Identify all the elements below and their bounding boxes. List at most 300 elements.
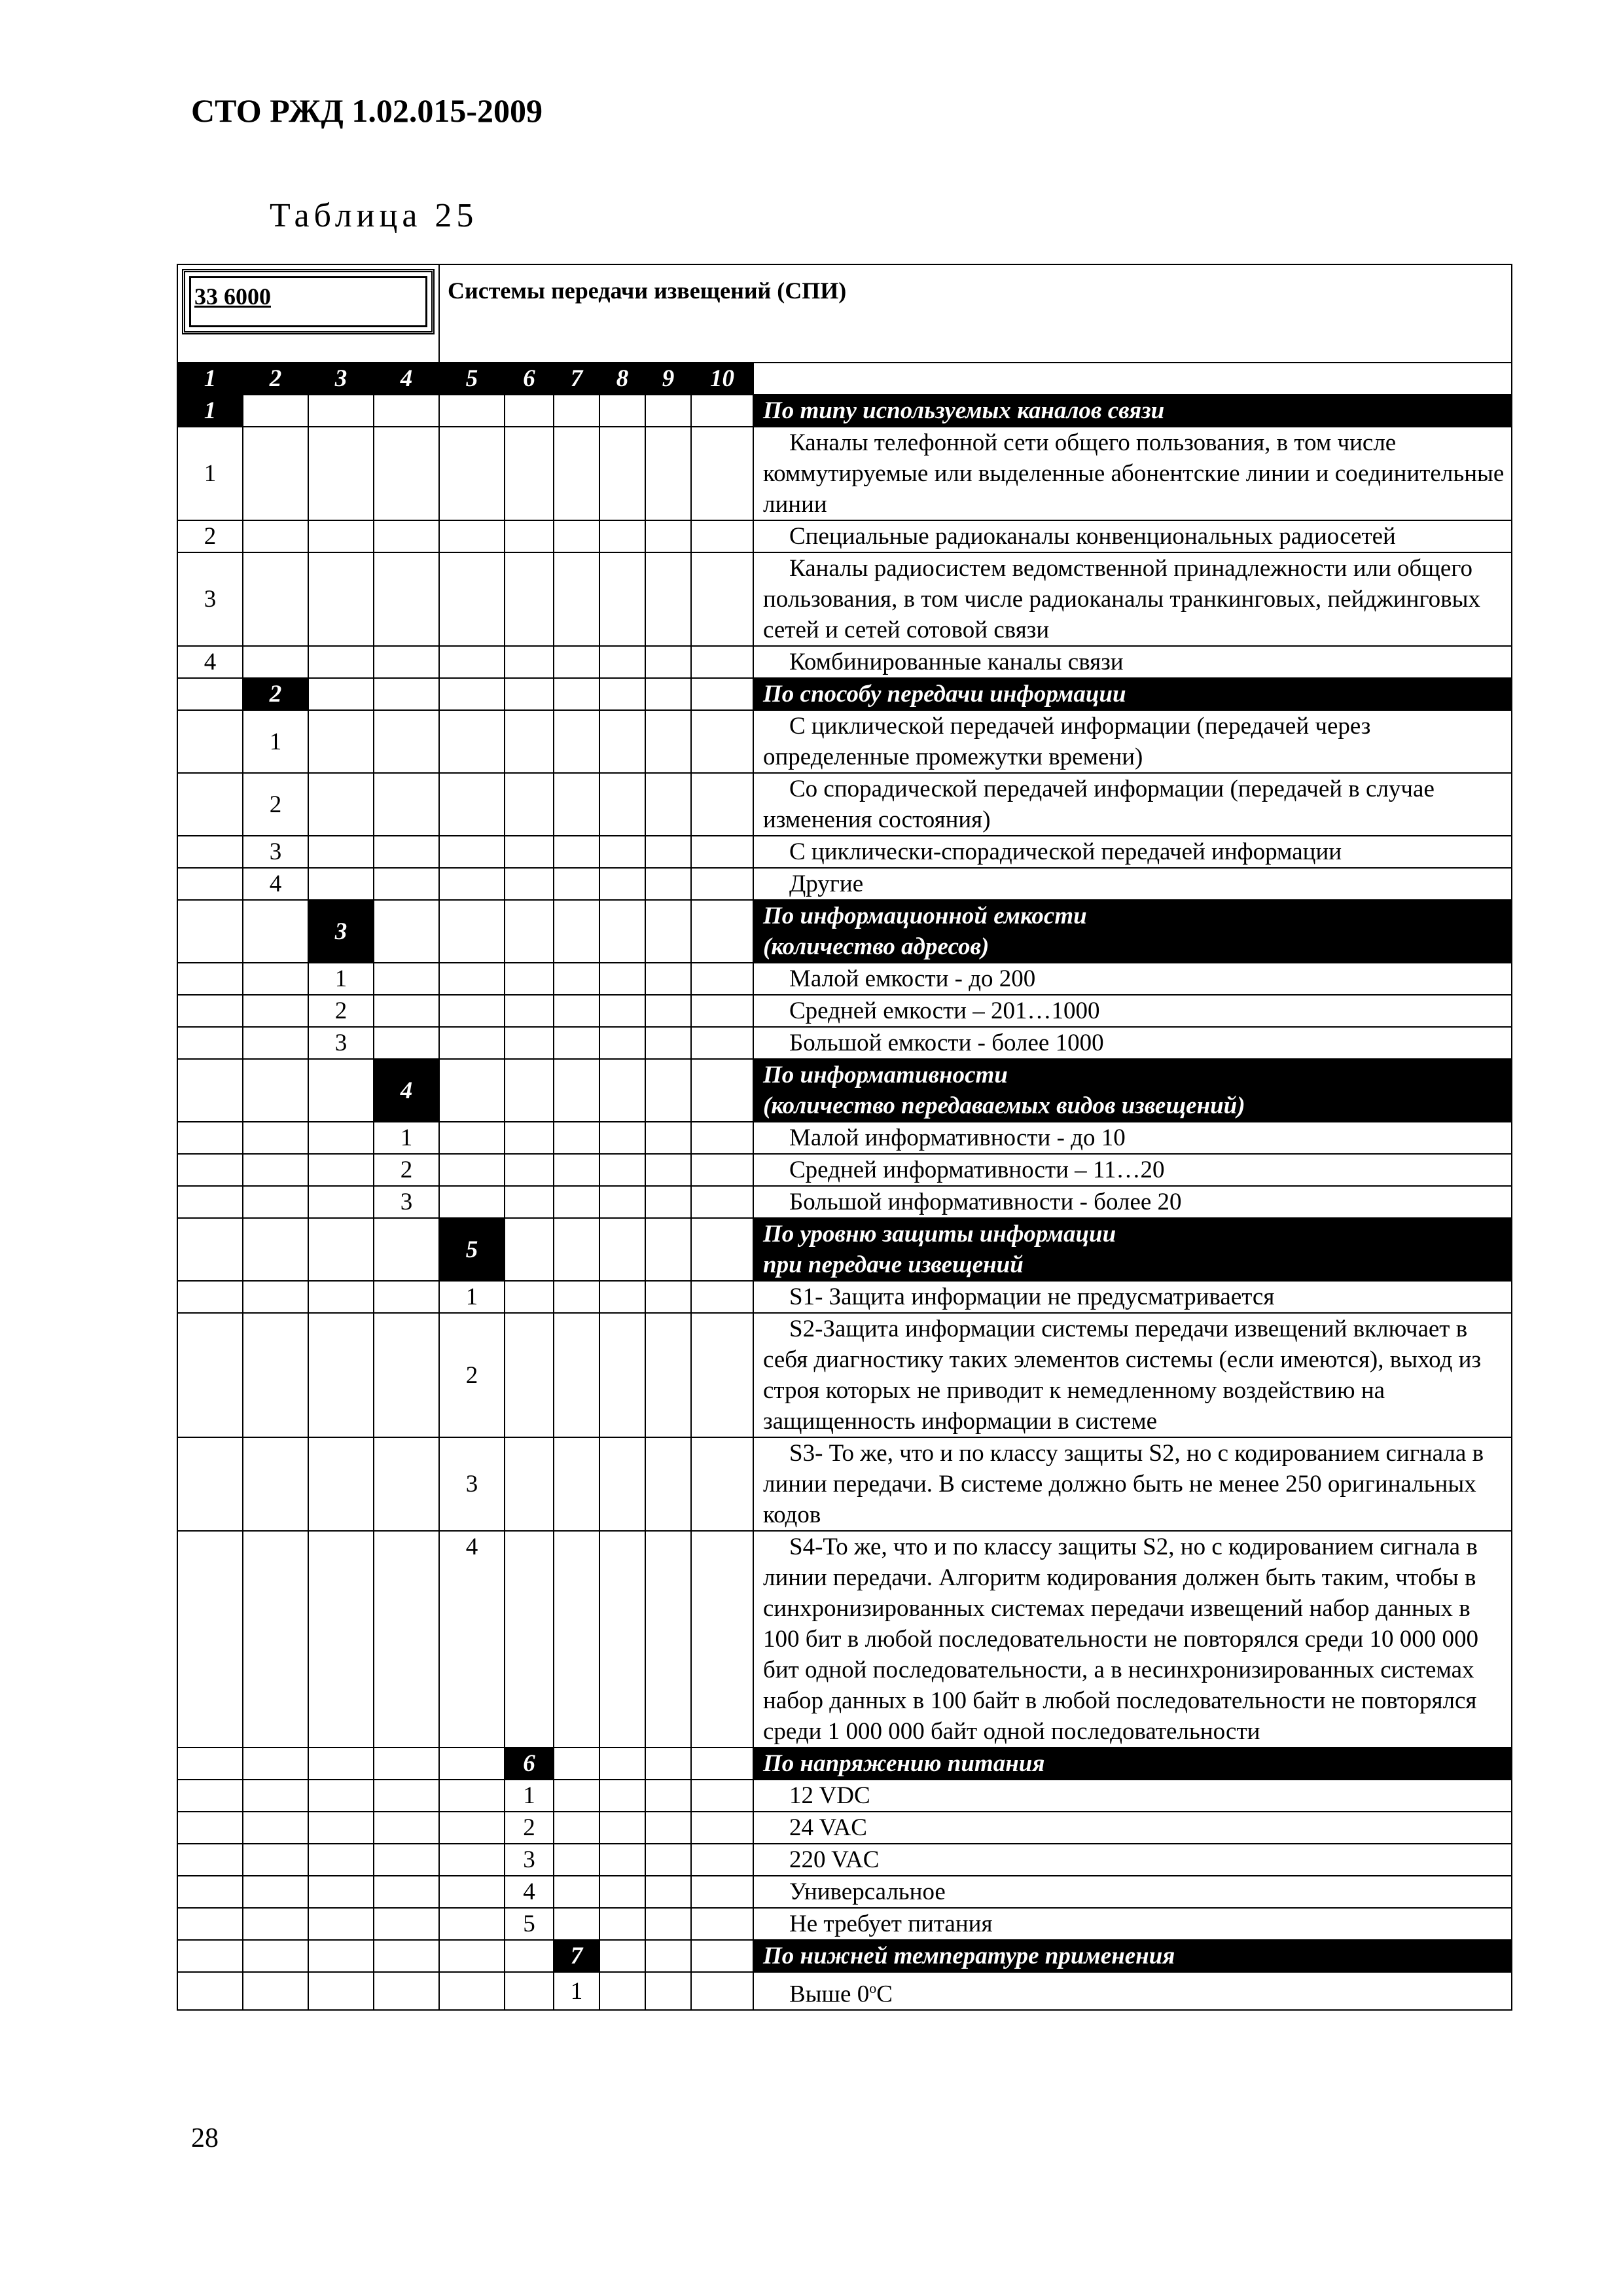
item-code: 1 [505,1780,554,1812]
empty-cell [645,1059,691,1122]
empty-cell [308,395,374,427]
empty-cell [599,1437,645,1531]
empty-cell [505,520,554,552]
item-row [177,963,1512,995]
empty-cell [243,552,308,646]
empty-cell [505,1972,554,2010]
empty-cell [645,1154,691,1186]
empty-cell [177,1972,243,2010]
description-line: По напряжению питания [763,1750,1045,1777]
item-code: 1 [308,963,374,995]
empty-cell [308,1281,374,1313]
empty-cell [505,868,554,900]
description-line: 24 VAC [789,1814,867,1841]
item-row [177,1027,1512,1059]
empty-cell [554,868,599,900]
empty-cell [308,1748,374,1780]
empty-cell [505,1940,554,1972]
item-description [753,1027,1512,1059]
empty-cell [691,1876,753,1908]
empty-cell [691,1780,753,1812]
item-row [177,868,1512,900]
item-description [753,552,1512,646]
section-code: 3 [308,900,374,963]
empty-cell [599,900,645,963]
empty-cell [554,995,599,1027]
empty-cell [554,1186,599,1218]
empty-cell [374,1940,439,1972]
description-line: S1- Защита информации не предусматривается [789,1283,1275,1310]
item-code: 3 [439,1437,505,1531]
empty-cell [374,836,439,868]
empty-cell [308,552,374,646]
empty-cell [308,1940,374,1972]
item-code: 3 [243,836,308,868]
item-code: 2 [505,1812,554,1844]
item-description [753,1313,1512,1437]
empty-cell [308,836,374,868]
empty-cell [177,1876,243,1908]
empty-cell [243,427,308,520]
item-row [177,1531,1512,1748]
empty-cell [691,1531,753,1748]
empty-cell [177,1844,243,1876]
empty-cell [645,963,691,995]
empty-cell [599,995,645,1027]
table-header-row [177,264,1512,363]
section-row [177,1059,1512,1122]
empty-cell [308,1154,374,1186]
empty-cell [505,836,554,868]
empty-cell [439,1876,505,1908]
empty-cell [374,1876,439,1908]
empty-cell [243,995,308,1027]
item-code: 2 [243,773,308,836]
empty-cell [177,1059,243,1122]
empty-cell [505,552,554,646]
empty-cell [439,520,505,552]
empty-cell [177,1940,243,1972]
empty-cell [177,995,243,1027]
section-title [753,1748,1512,1780]
empty-cell [243,1154,308,1186]
empty-cell [505,1122,554,1154]
empty-cell [374,552,439,646]
empty-cell [308,1876,374,1908]
empty-cell [645,520,691,552]
empty-cell [599,427,645,520]
item-code: 5 [505,1908,554,1940]
empty-cell [691,1122,753,1154]
empty-cell [554,710,599,773]
column-number: 4 [374,363,439,395]
description-line: Специальные радиоканалы конвенциональных радиосетей [789,523,1396,550]
empty-cell [177,868,243,900]
empty-cell [645,1748,691,1780]
empty-cell [691,836,753,868]
empty-cell [599,963,645,995]
description-line: С циклически-спорадической передачей информации [789,838,1342,865]
empty-cell [374,427,439,520]
item-description [753,1844,1512,1876]
empty-cell [243,1281,308,1313]
item-code: 2 [177,520,243,552]
empty-cell [243,1876,308,1908]
item-description [753,646,1512,678]
document-code-header: СТО РЖД 1.02.015-2009 [191,92,543,129]
column-number: 5 [439,363,505,395]
item-description [753,995,1512,1027]
empty-cell [691,963,753,995]
empty-cell [599,1876,645,1908]
empty-cell [691,773,753,836]
empty-cell [374,1027,439,1059]
item-row [177,1876,1512,1908]
empty-cell [645,900,691,963]
empty-cell [177,1218,243,1281]
empty-cell [645,1437,691,1531]
item-description [753,1972,1512,2010]
system-title: Системы передачи извещений (СПИ) [439,264,1512,363]
empty-cell [554,520,599,552]
item-row [177,710,1512,773]
empty-cell [177,1313,243,1437]
empty-cell [554,1908,599,1940]
empty-cell [243,520,308,552]
item-description [753,1780,1512,1812]
column-number: 2 [243,363,308,395]
empty-cell [505,1531,554,1748]
item-code: 4 [243,868,308,900]
item-code: 1 [374,1122,439,1154]
item-row [177,773,1512,836]
empty-cell [691,900,753,963]
item-row [177,1186,1512,1218]
empty-cell [308,646,374,678]
empty-cell [554,900,599,963]
item-description [753,1812,1512,1844]
item-code: 4 [505,1876,554,1908]
empty-cell [645,1908,691,1940]
empty-cell [505,1154,554,1186]
column-number-row [177,363,1512,395]
empty-cell [645,1186,691,1218]
item-row [177,995,1512,1027]
description-line: Каналы радиосистем ведомственной принадлежности или общего пользования, в том числе радиоканалы транкинговых, пейджинговых сетей и сетей сотовой связи [763,555,1481,643]
empty-cell [243,1186,308,1218]
empty-cell [439,1059,505,1122]
empty-cell [374,678,439,710]
empty-cell [599,1186,645,1218]
empty-cell [177,1027,243,1059]
description-line: S4-То же, что и по классу защиты S2, но с кодированием сигнала в линии передачи. Алгоритм кодирования должен быть таким, чтобы в синхронизированных системах передачи извещений набор данных в 100 бит в любой последовательности не повторялся среди 10 000 000 бит одной последовательности, а в несинхронизированных системах набор данных в 100 байт в любой последовательности не повторялся среди 1 000 000 байт одной последовательности [763,1534,1479,1745]
item-description [753,963,1512,995]
empty-cell [439,646,505,678]
empty-cell [177,1908,243,1940]
item-row [177,646,1512,678]
empty-cell [599,552,645,646]
description-line: Малой емкости - до 200 [789,965,1036,992]
empty-cell [439,900,505,963]
item-description [753,1531,1512,1748]
empty-cell [505,995,554,1027]
empty-cell [308,1218,374,1281]
empty-cell [374,1437,439,1531]
empty-cell [691,1908,753,1940]
empty-cell [691,552,753,646]
item-code: 3 [505,1844,554,1876]
description-line: Не требует питания [789,1910,993,1937]
empty-cell [243,1940,308,1972]
empty-cell [505,1059,554,1122]
empty-cell [177,1531,243,1748]
empty-cell [374,1908,439,1940]
section-row [177,395,1512,427]
item-code: 1 [554,1972,599,2010]
empty-cell [177,1281,243,1313]
empty-cell [691,1940,753,1972]
empty-cell [439,1812,505,1844]
empty-cell [691,1281,753,1313]
section-row [177,678,1512,710]
item-row [177,1122,1512,1154]
item-description [753,1281,1512,1313]
classifier-table [177,264,1512,2011]
empty-cell [374,1748,439,1780]
empty-cell [243,1218,308,1281]
empty-cell [308,1780,374,1812]
item-description [753,710,1512,773]
empty-cell [691,1059,753,1122]
section-title [753,1940,1512,1972]
empty-cell [177,836,243,868]
empty-cell [308,678,374,710]
section-code: 1 [177,395,243,427]
empty-cell [243,1972,308,2010]
empty-cell [177,1154,243,1186]
empty-cell [374,995,439,1027]
empty-cell [374,900,439,963]
item-description [753,773,1512,836]
empty-cell [554,1313,599,1437]
empty-cell [177,1748,243,1780]
empty-cell [505,1313,554,1437]
empty-cell [554,1218,599,1281]
empty-cell [308,1122,374,1154]
empty-cell [439,836,505,868]
empty-cell [243,900,308,963]
empty-cell [599,710,645,773]
empty-cell [439,868,505,900]
empty-cell [691,995,753,1027]
item-row [177,552,1512,646]
section-code: 6 [505,1748,554,1780]
empty-cell [243,1812,308,1844]
item-code: 1 [243,710,308,773]
empty-cell [645,1812,691,1844]
empty-cell [691,520,753,552]
item-code: 2 [439,1313,505,1437]
item-code: 4 [177,646,243,678]
empty-cell [599,1748,645,1780]
empty-cell [599,1844,645,1876]
description-line: (количество передаваемых видов извещений) [763,1092,1245,1119]
empty-cell [691,1186,753,1218]
item-row [177,1281,1512,1313]
empty-cell [177,1812,243,1844]
empty-cell [599,836,645,868]
empty-cell [439,1748,505,1780]
empty-cell [691,395,753,427]
empty-cell [439,1154,505,1186]
empty-cell [308,1972,374,2010]
empty-cell [554,1812,599,1844]
empty-cell [374,1531,439,1748]
column-number: 1 [177,363,243,395]
empty-cell [439,773,505,836]
description-line: По информационной емкости [763,903,1087,929]
item-description [753,1876,1512,1908]
empty-cell [599,1059,645,1122]
empty-cell [177,1122,243,1154]
item-code: 2 [374,1154,439,1186]
empty-cell [599,1281,645,1313]
empty-cell [691,710,753,773]
empty-cell [554,1780,599,1812]
unit-suffix: С [876,1981,893,2008]
item-description [753,520,1512,552]
empty-cell [374,773,439,836]
empty-cell [691,646,753,678]
superscript: о [869,1980,877,1996]
empty-cell [554,1122,599,1154]
empty-cell [505,1281,554,1313]
empty-cell [645,1313,691,1437]
empty-cell [554,1844,599,1876]
empty-cell [599,1027,645,1059]
description-line: при передаче извещений [763,1251,1024,1278]
empty-cell [439,1972,505,2010]
empty-cell [374,868,439,900]
item-description [753,868,1512,900]
empty-cell [243,1531,308,1748]
empty-cell [505,427,554,520]
description-line: Другие [789,870,864,897]
item-description [753,1122,1512,1154]
empty-cell [645,395,691,427]
empty-cell [554,1059,599,1122]
empty-cell [691,868,753,900]
empty-cell [243,646,308,678]
empty-cell [505,646,554,678]
empty-cell [645,646,691,678]
empty-cell [645,1218,691,1281]
empty-cell [374,1812,439,1844]
empty-cell [554,963,599,995]
item-code: 3 [374,1186,439,1218]
classifier-code: 33 6000 [194,283,271,310]
description-line: По информативности [763,1062,1008,1088]
empty-cell [554,1437,599,1531]
description-line: S2-Защита информации системы передачи извещений включает в себя диагностику таких элементов системы (если имеются), выход из строя которых не приводит к немедленному воздействию на защищенность информации в системе [763,1316,1482,1435]
empty-cell [554,646,599,678]
description-line: (количество адресов) [763,933,990,960]
empty-cell [439,710,505,773]
empty-cell [599,678,645,710]
empty-cell [308,1531,374,1748]
empty-cell [374,1313,439,1437]
description-line: С циклической передачей информации (передачей через определенные промежутки времени) [763,713,1371,770]
empty-cell [599,868,645,900]
description-line: Со спорадической передачей информации (передачей в случае изменения состояния) [763,776,1435,833]
empty-cell [243,1844,308,1876]
item-row [177,1437,1512,1531]
empty-cell [599,1972,645,2010]
empty-cell [645,995,691,1027]
empty-cell [439,963,505,995]
empty-cell [505,1437,554,1531]
empty-cell [177,678,243,710]
item-description [753,427,1512,520]
empty-cell [374,710,439,773]
empty-cell [599,1780,645,1812]
empty-cell [374,1218,439,1281]
section-code: 5 [439,1218,505,1281]
empty-cell [505,1027,554,1059]
empty-cell [645,1531,691,1748]
empty-cell [374,1844,439,1876]
empty-cell [554,552,599,646]
empty-cell [243,1027,308,1059]
empty-cell [243,1313,308,1437]
description-line: По типу используемых каналов связи [763,397,1165,424]
empty-cell [691,1027,753,1059]
empty-cell [505,963,554,995]
empty-cell [599,773,645,836]
empty-cell [374,395,439,427]
empty-cell [505,1186,554,1218]
empty-cell [691,1437,753,1531]
column-number: 8 [599,363,645,395]
empty-cell [691,1748,753,1780]
empty-cell [308,1437,374,1531]
empty-cell [505,710,554,773]
empty-cell [308,1313,374,1437]
empty-cell [599,1218,645,1281]
empty-cell [645,1780,691,1812]
section-code: 7 [554,1940,599,1972]
description-line: По способу передачи информации [763,681,1126,708]
empty-cell [439,1780,505,1812]
description-line: Каналы телефонной сети общего пользования, в том числе коммутируемые или выделенные абонентские линии и соединительные линии [763,429,1505,518]
empty-cell [691,1812,753,1844]
empty-cell [599,646,645,678]
item-description [753,1154,1512,1186]
item-row [177,836,1512,868]
empty-cell [554,1531,599,1748]
empty-cell [691,1154,753,1186]
empty-cell [308,520,374,552]
empty-cell [645,1122,691,1154]
description-line: Универсальное [789,1878,946,1905]
empty-cell [554,836,599,868]
empty-cell [645,710,691,773]
empty-cell [243,1437,308,1531]
section-title [753,395,1512,427]
empty-cell [439,552,505,646]
empty-cell [554,395,599,427]
section-row [177,1748,1512,1780]
